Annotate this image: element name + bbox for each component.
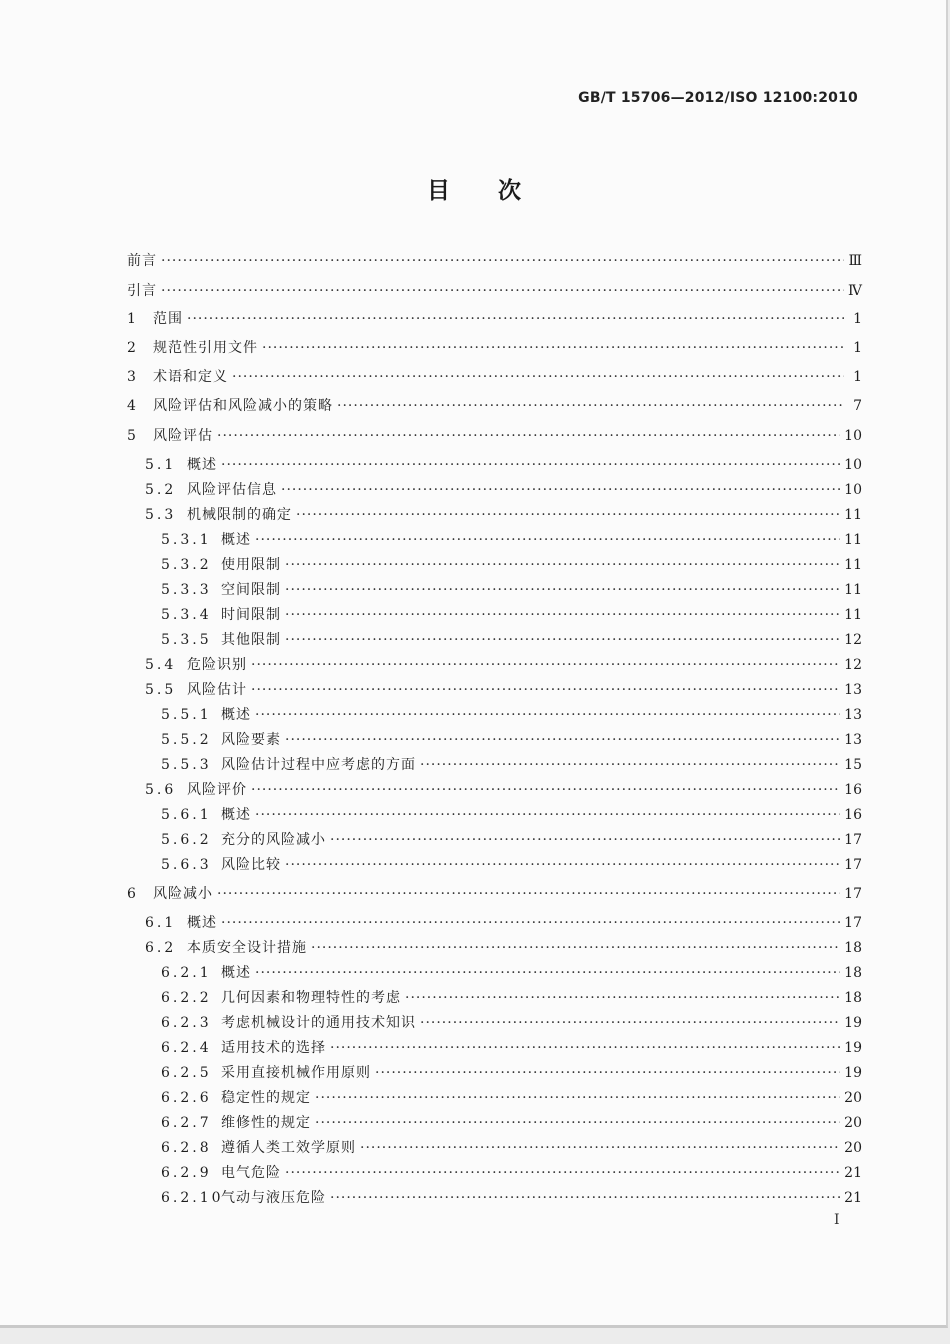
toc-entry-page: Ⅳ: [848, 283, 862, 299]
toc-leader-dots: [285, 729, 840, 751]
toc-entry-page: 18: [844, 965, 862, 981]
toc-entry-number: 6.2: [145, 940, 177, 956]
toc-entry-number: 6.2.5: [161, 1065, 212, 1081]
toc-entry-number: 6.2.7: [161, 1115, 212, 1131]
toc-leader-dots: [251, 779, 840, 801]
toc-leader-dots: [232, 366, 844, 388]
toc-entry-label: 风险评估信息: [187, 482, 277, 498]
toc-entry-label: 前言: [127, 253, 157, 269]
toc-entry-label: 维修性的规定: [221, 1115, 311, 1131]
toc-entry-label: 其他限制: [221, 632, 281, 648]
toc-leader-dots: [285, 1162, 840, 1184]
toc-entry[interactable]: [127, 804, 862, 826]
toc-entry-number: 3: [127, 369, 139, 385]
toc-entry-label: 风险评估: [153, 428, 213, 444]
toc-entry-number: 5.6: [145, 782, 177, 798]
toc-entry-page: 11: [844, 607, 862, 623]
toc-leader-dots: [330, 1187, 840, 1209]
toc-entry-label: 风险估计过程中应考虑的方面: [221, 757, 416, 773]
toc-entry-label: 概述: [221, 707, 251, 723]
toc-entry-number: 1: [127, 311, 139, 327]
toc-entry-page: 12: [844, 632, 862, 648]
toc-entry[interactable]: [127, 754, 862, 776]
toc-leader-dots: [187, 308, 844, 330]
toc-entry[interactable]: [127, 1112, 862, 1134]
toc-entry[interactable]: [127, 308, 862, 330]
toc-entry-page: 20: [844, 1090, 862, 1106]
toc-entry-number: 5.5.2: [161, 732, 212, 748]
toc-leader-dots: [285, 854, 840, 876]
toc-entry-label: 机械限制的确定: [187, 507, 292, 523]
toc-entry[interactable]: [127, 1062, 862, 1084]
toc-entry-label: 充分的风险减小: [221, 832, 326, 848]
toc-entry-number: 5.6.1: [161, 807, 212, 823]
toc-leader-dots: [337, 395, 844, 417]
toc-entry[interactable]: [127, 554, 862, 576]
toc-entry-page: 11: [844, 557, 862, 573]
toc-entry-label: 几何因素和物理特性的考虑: [221, 990, 401, 1006]
toc-entry-page: 18: [844, 990, 862, 1006]
toc-entry[interactable]: [127, 937, 862, 959]
toc-entry-label: 概述: [221, 807, 251, 823]
toc-entry[interactable]: [127, 395, 862, 417]
toc-entry-page: 1: [853, 311, 862, 327]
toc-leader-dots: [330, 829, 840, 851]
toc-entry-page: 1: [853, 340, 862, 356]
toc-leader-dots: [255, 529, 840, 551]
toc-entry[interactable]: [127, 366, 862, 388]
toc-entry[interactable]: [127, 704, 862, 726]
toc-entry[interactable]: [127, 1162, 862, 1184]
toc-entry-number: 6: [127, 886, 139, 902]
toc-entry[interactable]: [127, 280, 862, 302]
toc-entry-label: 时间限制: [221, 607, 281, 623]
toc-entry[interactable]: [127, 1012, 862, 1034]
toc-entry-number: 6.1: [145, 915, 177, 931]
toc-entry-page: 17: [844, 886, 862, 902]
toc-entry-label: 风险估计: [187, 682, 247, 698]
toc-entry-label: 规范性引用文件: [153, 340, 258, 356]
toc-leader-dots: [285, 629, 840, 651]
toc-entry-label: 遵循人类工效学原则: [221, 1140, 356, 1156]
toc-leader-dots: [251, 679, 840, 701]
toc-leader-dots: [405, 987, 840, 1009]
toc-entry-label: 概述: [187, 915, 217, 931]
toc-entry-page: 15: [844, 757, 862, 773]
toc-entry[interactable]: [127, 729, 862, 751]
toc-entry-number: 5.5.1: [161, 707, 212, 723]
toc-entry-page: 16: [844, 782, 862, 798]
toc-entry-page: 1: [853, 369, 862, 385]
toc-entry-page: 11: [844, 507, 862, 523]
toc-leader-dots: [285, 604, 840, 626]
toc-entry-label: 适用技术的选择: [221, 1040, 326, 1056]
toc-entry-label: 概述: [221, 965, 251, 981]
toc-entry-page: 13: [844, 707, 862, 723]
toc-entry-label: 概述: [221, 532, 251, 548]
toc-entry-page: 10: [844, 457, 862, 473]
toc-entry-number: 2: [127, 340, 139, 356]
toc-entry-page: 21: [844, 1190, 862, 1206]
toc-entry-number: 5.2: [145, 482, 177, 498]
toc-entry-number: 4: [127, 398, 139, 414]
toc-leader-dots: [217, 425, 840, 447]
toc-entry-label: 稳定性的规定: [221, 1090, 311, 1106]
toc-entry[interactable]: [127, 479, 862, 501]
page-title: 目次: [427, 178, 569, 204]
toc-leader-dots: [262, 337, 844, 359]
toc-entry[interactable]: [127, 425, 862, 447]
toc-entry-label: 风险评估和风险减小的策略: [153, 398, 333, 414]
toc-entry-number: 6.2.3: [161, 1015, 212, 1031]
toc-leader-dots: [255, 704, 840, 726]
toc-entry-number: 5.1: [145, 457, 177, 473]
toc-entry-number: 5.3.4: [161, 607, 212, 623]
toc-entry-label: 气动与液压危险: [221, 1190, 326, 1206]
toc-entry-page: 10: [844, 482, 862, 498]
toc-entry-page: 19: [844, 1065, 862, 1081]
toc-leader-dots: [281, 479, 840, 501]
toc-entry-page: 17: [844, 857, 862, 873]
toc-entry-page: 7: [853, 398, 862, 414]
toc-entry[interactable]: [127, 529, 862, 551]
toc-entry-page: 17: [844, 832, 862, 848]
toc-entry-number: 6.2.1: [161, 965, 212, 981]
toc-entry-number: 5: [127, 428, 139, 444]
toc-entry-page: 11: [844, 532, 862, 548]
toc-leader-dots: [255, 804, 840, 826]
toc-entry[interactable]: [127, 337, 862, 359]
toc-leader-dots: [221, 454, 840, 476]
toc-entry[interactable]: [127, 883, 862, 905]
toc-entry-number: 5.5.3: [161, 757, 212, 773]
toc-entry-label: 风险比较: [221, 857, 281, 873]
toc-entry-label: 危险识别: [187, 657, 247, 673]
toc-leader-dots: [217, 883, 840, 905]
toc-entry-page: 17: [844, 915, 862, 931]
toc-entry-page: 12: [844, 657, 862, 673]
toc-entry[interactable]: [127, 912, 862, 934]
toc-entry-page: 13: [844, 682, 862, 698]
toc-entry[interactable]: [127, 604, 862, 626]
toc-leader-dots: [285, 554, 840, 576]
toc-entry-label: 风险要素: [221, 732, 281, 748]
toc-entry[interactable]: [127, 962, 862, 984]
toc-entry[interactable]: [127, 779, 862, 801]
toc-entry-label: 电气危险: [221, 1165, 281, 1181]
toc-entry-label: 本质安全设计措施: [187, 940, 307, 956]
toc-leader-dots: [285, 579, 840, 601]
toc-entry[interactable]: [127, 854, 862, 876]
standard-code: GB/T 15706—2012/ISO 12100:2010: [578, 90, 858, 106]
toc-leader-dots: [311, 937, 840, 959]
toc-entry[interactable]: [127, 679, 862, 701]
toc-leader-dots: [161, 250, 844, 272]
toc-entry[interactable]: [127, 504, 862, 526]
toc-entry-label: 采用直接机械作用原则: [221, 1065, 371, 1081]
toc-entry-page: 21: [844, 1165, 862, 1181]
toc-entry-number: 6.2.9: [161, 1165, 212, 1181]
toc-leader-dots: [251, 654, 840, 676]
toc-leader-dots: [161, 280, 844, 302]
toc-entry[interactable]: [127, 454, 862, 476]
toc-entry-label: 考虑机械设计的通用技术知识: [221, 1015, 416, 1031]
toc-entry-number: 6.2.2: [161, 990, 212, 1006]
toc-entry-label: 空间限制: [221, 582, 281, 598]
toc-entry-page: Ⅲ: [848, 253, 862, 269]
toc-entry-number: 5.6.2: [161, 832, 212, 848]
toc-leader-dots: [420, 1012, 840, 1034]
toc-entry[interactable]: [127, 1137, 862, 1159]
toc-entry-label: 风险评价: [187, 782, 247, 798]
toc-entry-page: 11: [844, 582, 862, 598]
toc-entry-number: 5.4: [145, 657, 177, 673]
toc-entry-page: 16: [844, 807, 862, 823]
toc-entry[interactable]: [127, 250, 862, 272]
toc-leader-dots: [330, 1037, 840, 1059]
toc-entry-page: 20: [844, 1115, 862, 1131]
toc-entry[interactable]: [127, 654, 862, 676]
toc-entry-label: 概述: [187, 457, 217, 473]
toc-entry[interactable]: [127, 1037, 862, 1059]
toc-leader-dots: [375, 1062, 840, 1084]
toc-entry[interactable]: [127, 829, 862, 851]
toc-entry-number: 5.5: [145, 682, 177, 698]
toc-entry-number: 5.3.3: [161, 582, 212, 598]
toc-entry-number: 6.2.8: [161, 1140, 212, 1156]
toc-entry-number: 5.3: [145, 507, 177, 523]
toc-entry-number: 5.6.3: [161, 857, 212, 873]
toc-entry-number: 6.2.4: [161, 1040, 212, 1056]
toc-entry-page: 10: [844, 428, 862, 444]
toc-leader-dots: [221, 912, 840, 934]
toc-entry-label: 风险减小: [153, 886, 213, 902]
toc-entry-number: 5.3.1: [161, 532, 212, 548]
toc-leader-dots: [315, 1087, 840, 1109]
toc-leader-dots: [255, 962, 840, 984]
toc-entry-page: 20: [844, 1140, 862, 1156]
toc-entry[interactable]: [127, 629, 862, 651]
toc-entry-number: 6.2.6: [161, 1090, 212, 1106]
toc-leader-dots: [360, 1137, 840, 1159]
toc-leader-dots: [420, 754, 840, 776]
toc-entry-page: 18: [844, 940, 862, 956]
toc-entry[interactable]: [127, 987, 862, 1009]
toc-entry-page: 19: [844, 1040, 862, 1056]
toc-entry[interactable]: [127, 1087, 862, 1109]
page-number: I: [834, 1212, 840, 1228]
toc-entry-label: 使用限制: [221, 557, 281, 573]
toc-leader-dots: [315, 1112, 840, 1134]
toc-entry-label: 范围: [153, 311, 183, 327]
toc-entry[interactable]: [127, 1187, 862, 1209]
toc-entry-label: 术语和定义: [153, 369, 228, 385]
toc-entry-page: 19: [844, 1015, 862, 1031]
toc-entry-page: 13: [844, 732, 862, 748]
toc-entry-number: 5.3.2: [161, 557, 212, 573]
toc-leader-dots: [296, 504, 840, 526]
toc-entry-label: 引言: [127, 283, 157, 299]
toc-entry-number: 5.3.5: [161, 632, 212, 648]
toc-entry-number: 6.2.10: [161, 1190, 224, 1206]
toc-entry[interactable]: [127, 579, 862, 601]
